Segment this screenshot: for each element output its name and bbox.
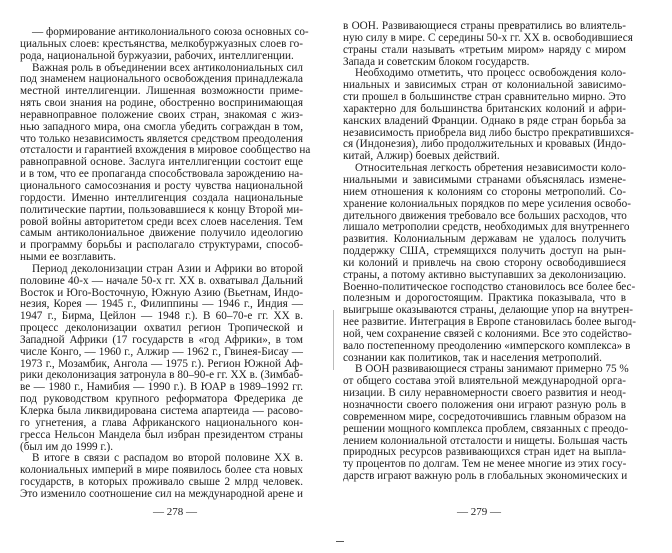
text-line: Западной Африки (17 государств в «год Африки», в том	[20, 333, 303, 346]
text-line: ную силу в мире. С середины 50-х гг. XX в. освободившиеся	[343, 31, 633, 44]
text-line: китай, Алжир) боевых действий.	[343, 150, 500, 163]
text-line: рода, национальной буржуазии, рабочих, интеллигенции.	[20, 49, 294, 62]
text-line: местной интеллигенции. Лишенная возможности приме-	[20, 85, 303, 98]
text-line: страны, а потому активно выступавших за деколонизацию.	[343, 268, 626, 281]
text-line: сознании как политиков, так и населения метрополий.	[343, 351, 602, 364]
paragraph	[20, 453, 303, 500]
text-line: ровой войны авторитетом среди всех слоев населения. Тем	[20, 215, 303, 228]
text-line: дарств играют важную роль в глобальных экономических и	[343, 470, 628, 483]
text-line: ки колоний и привлечь на свою сторону освободившиеся	[343, 256, 626, 269]
text-line: Военно-политическое господство становилось все более бес-	[343, 280, 636, 293]
text-line: В итоге в связи с распадом во второй половине XX в.	[32, 452, 303, 465]
text-line: лишало метрополии средств, необходимых для внутреннего	[343, 221, 630, 234]
text-line: ционального самосознания и росту чувства национальной	[20, 179, 303, 192]
text-line: нять свои знания на родине, обостренно воспринимающая	[20, 97, 303, 110]
page-number: — 279 —	[457, 506, 501, 518]
text-line: Восток и Юго-Восточную, Южную Азию (Вьетнам, Индо-	[20, 286, 303, 299]
text-line: решении мощного комплекса проблем, связанных с преодо-	[343, 422, 629, 435]
text-line: равноправной основе. Заслуга интеллигенции состоит еще	[20, 156, 303, 169]
right-page-text	[343, 20, 636, 483]
text-line: половине 40-х — начале 50-х гг. XX в. охватывал Дальний	[20, 274, 303, 287]
paragraph	[20, 26, 309, 63]
text-line: 1973 г., Мозамбик, Ангола — 1975 г.). Регион Южной Аф-	[20, 357, 303, 370]
text-line: и программу борьбы и располагало структурами, способ-	[20, 239, 303, 252]
text-line: и в том, что ее пропаганда способствовала зарождению на-	[20, 168, 303, 181]
text-line: отсталости и гарантией вхождения в мировое сообщество на	[20, 144, 311, 157]
text-line: гордости. Именно интеллигенция создала национальные	[20, 191, 303, 204]
text-line: вало постепенному преодолению «имперского комплекса» в	[343, 339, 631, 352]
text-line: хранение колониальных порядков по мере усиления освобо-	[343, 197, 631, 210]
text-line: циальных слоев: крестьянства, мелкобуржуазных слоев го-	[20, 37, 303, 50]
text-line: поддержку США, стремящихся получить доступ на рын-	[343, 245, 626, 258]
text-line: лением колониальной отсталости и нищеты. Большая часть	[343, 434, 628, 447]
text-line: в ООН. Развивающиеся страны превратились во влиятель-	[343, 20, 626, 32]
text-line: политические партии, пользовавшиеся к концу Второй ми-	[20, 203, 303, 216]
text-line: незия, Корея — 1945 г., Филиппины — 1946 г., Индия —	[20, 298, 303, 311]
text-line: полезным и дорогостоящим. Практика показывала, что в	[343, 292, 626, 305]
text-line: страны стали называть «третьим миром» наряду с миром	[343, 43, 626, 56]
text-line: Относительная легкость обретения независимости коло-	[355, 162, 626, 175]
text-line: ту процентов по долгам. Тем не менее многие из этих госу-	[343, 458, 627, 471]
scan-gutter-mark	[333, 310, 334, 370]
text-line: низации. В силу неравномерности своего развития и неод-	[343, 387, 626, 400]
text-line: ниальных и зависимых стран от колониальной зависимо-	[343, 79, 626, 92]
text-line: природных ресурсов развивающихся стран идет на выпла-	[343, 446, 626, 459]
text-line: выигрыше оказываются страны, делающие упор на внутрен-	[343, 304, 633, 317]
text-line: нью западного мира, она смогла убедить сограждан в том,	[20, 120, 303, 133]
text-line: самым антиколониальное движение получило идеологию	[20, 227, 303, 240]
text-line: ной, чем сохранение связей с колониями. Все это содейство-	[343, 327, 632, 340]
text-line: канских владений Франции. Однако в ряде стран борьба за	[343, 114, 626, 127]
text-line: 1947 г., Бирма, Цейлон — 1948 г.). В 60–70-е гг. XX в.	[20, 310, 303, 323]
text-line: под знаменем национального освобождения принадлежала	[20, 73, 303, 86]
text-line: Запада и советским блоком государств.	[343, 55, 530, 68]
paragraph	[343, 363, 629, 483]
text-line: рики деколонизация затронула в 80–90-е гг. XX в. (Зимбаб-	[20, 369, 303, 382]
text-line: нием отношения к колониям со стороны метрополий. Со-	[343, 185, 626, 198]
text-line: нозначности своего положения они играют разную роль в	[343, 399, 626, 411]
text-line: (был им до 1999 г.).	[20, 440, 114, 453]
text-line: ными ее возглавить.	[20, 251, 116, 264]
text-line: колониальных империй в мире появилось более ста новых	[20, 464, 303, 477]
text-line: Необходимо отметить, что процесс освобождения коло-	[355, 67, 626, 80]
text-line: независимость приобрела вид либо быстро прекратившихся-	[343, 126, 634, 139]
page-number: — 278 —	[153, 506, 197, 518]
text-line: числе Конго, — 1960 г., Алжир — 1962 г., Гвинея-Бисау —	[20, 345, 303, 358]
text-line: Важная роль в объединении всех антиколониальных сил	[32, 61, 303, 74]
text-line: дительного движения требовало все больших расходов, что	[343, 209, 627, 222]
text-line: гресса Нельсон Мандела был избран президентом страны	[20, 428, 303, 441]
text-line: ве — 1980 г., Намибия — 1990 г.). В ЮАР в 1989–1992 гг.	[20, 381, 303, 394]
text-line: современном мире, сосредоточившись главным образом на	[343, 410, 626, 423]
text-line: ся (Индонезия), либо продолжительных и кровавых (Индо-	[343, 138, 626, 151]
text-line: под руководством крупного реформатора Фредерика де	[20, 393, 303, 406]
text-line: от общего состава этой влиятельной международной орга-	[343, 375, 626, 388]
text-line: сти прошел в большинстве стран сравнительно мирно. Это	[343, 91, 626, 104]
text-line: го угнетения, а глава Африканского национального кон-	[20, 416, 303, 429]
left-page-text	[20, 26, 311, 501]
text-line: В ООН развивающиеся страны занимают примерно 75 %	[355, 363, 629, 376]
scan-corner-mark	[336, 541, 344, 542]
text-line: — формирование антиколониального союза основных со-	[32, 26, 309, 38]
text-line: характерно для большинства британских колоний и афри-	[343, 102, 626, 115]
text-line: нее развитие. Интеграция в Европе становилась более выгод-	[343, 316, 636, 329]
text-line: Это изменило соотношение сил на международной арене и	[20, 487, 303, 500]
paragraph	[343, 20, 633, 68]
paragraph	[20, 61, 311, 264]
text-line: неравноправное положение своих стран, знакомая с жиз-	[20, 108, 303, 121]
paragraph	[343, 162, 636, 364]
text-line: Период деколонизации стран Азии и Африки во второй	[32, 262, 303, 275]
right-page	[336, 0, 672, 553]
text-line: процесс деколонизации охватил регион Тропической и	[20, 322, 303, 335]
paragraph	[20, 264, 303, 454]
text-line: развития. Колониальным державам не удалось получить	[343, 233, 626, 246]
text-line: государств, в которых проживало свыше 2 млрд человек.	[20, 476, 303, 489]
text-line: ниальными и зависимыми странами объяснялась измене-	[343, 173, 626, 186]
text-line: Клерка была ликвидирована система апартеида — расово-	[20, 405, 303, 417]
text-line: что только независимость является средством преодоления	[20, 132, 303, 145]
paragraph	[343, 67, 634, 163]
